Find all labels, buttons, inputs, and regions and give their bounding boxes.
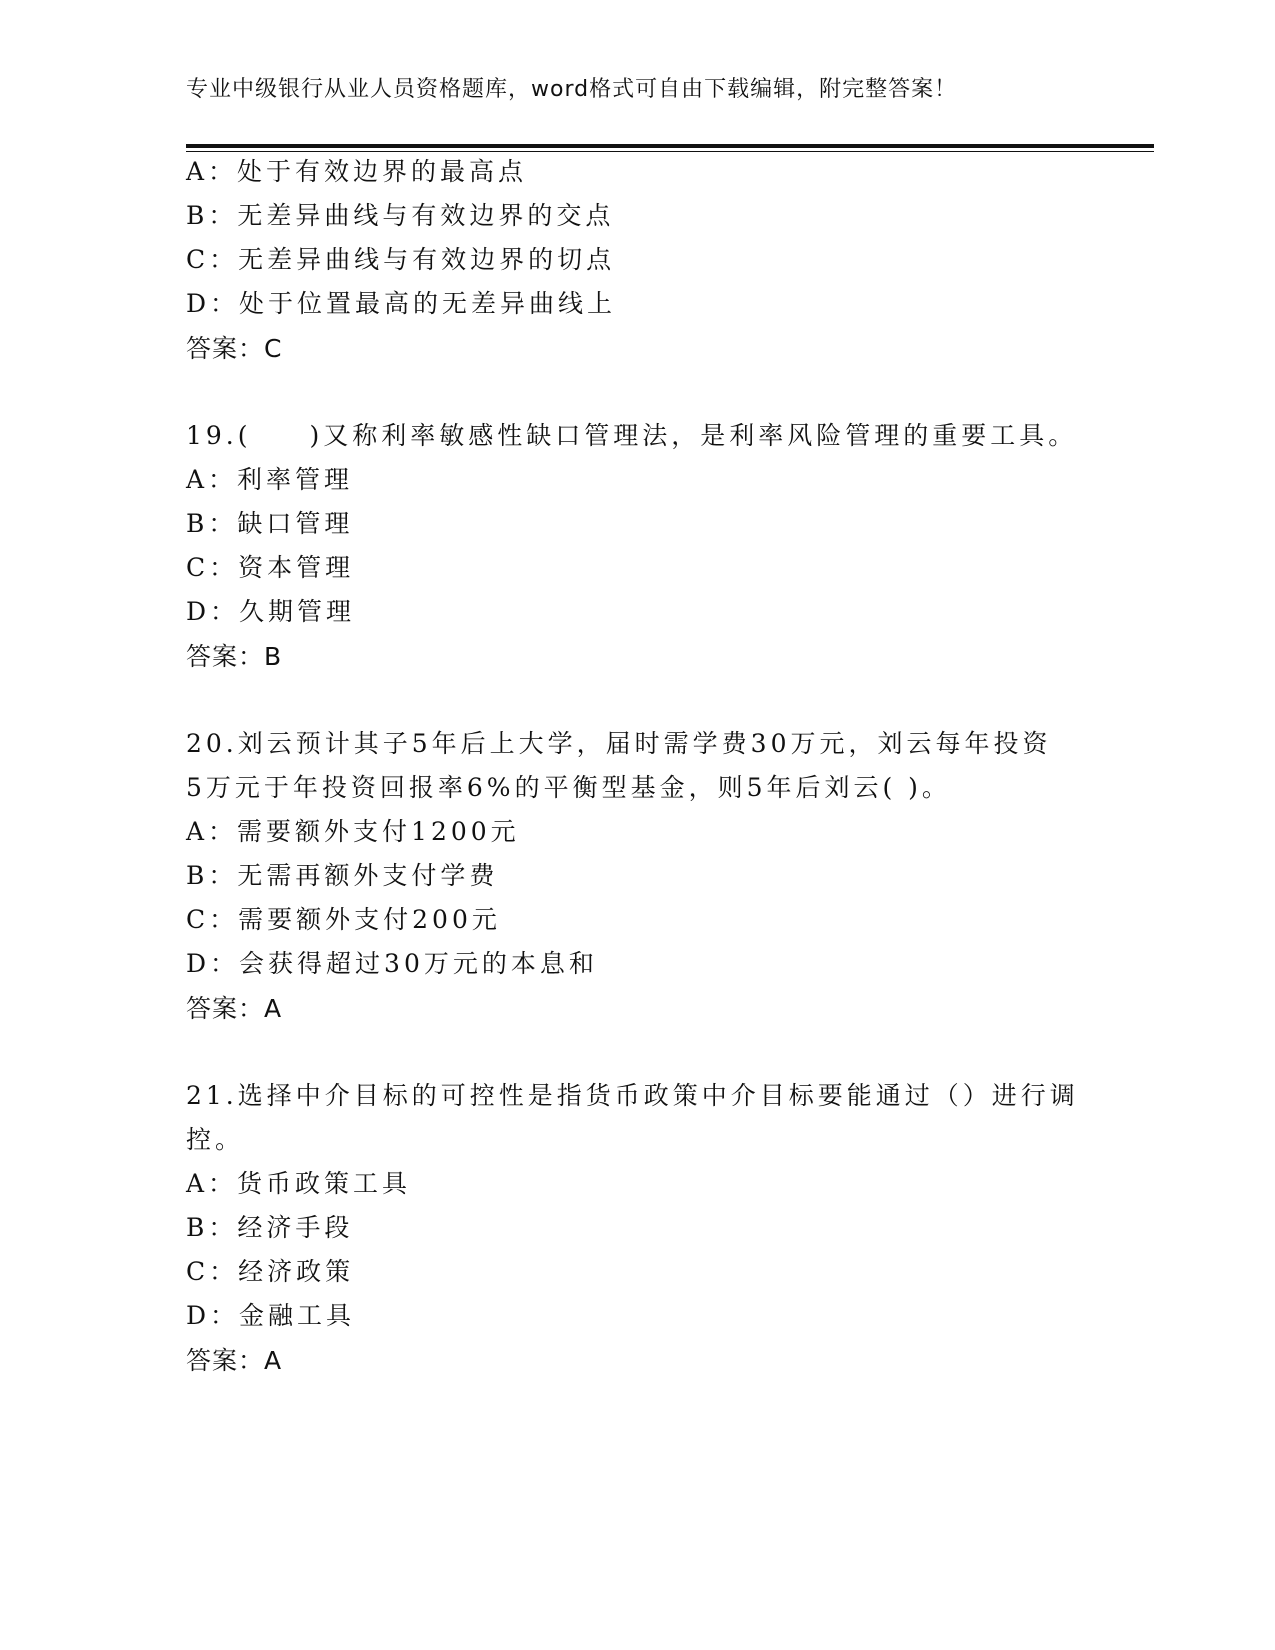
q21-stem-line2: 控。 (186, 1125, 245, 1154)
q19-answer: 答案：B (186, 642, 283, 671)
q21-answer: 答案：A (186, 1346, 283, 1375)
q18-option-d: D：处于位置最高的无差异曲线上 (186, 289, 617, 318)
page-header: 专业中级银行从业人员资格题库，word格式可自由下载编辑，附完整答案！ (186, 77, 958, 102)
q20-option-c: C：需要额外支付200元 (186, 905, 501, 934)
q20-option-b: B：无需再额外支付学费 (186, 861, 499, 890)
q19-option-d: D：久期管理 (186, 597, 356, 626)
q20-option-a: A：需要额外支付1200元 (186, 817, 520, 846)
q21-option-d: D：金融工具 (186, 1301, 356, 1330)
q19-stem: 19.( )又称利率敏感性缺口管理法，是利率风险管理的重要工具。 (186, 421, 1078, 450)
q20-stem-line1: 20.刘云预计其子5年后上大学，届时需学费30万元，刘云每年投资 (186, 729, 1052, 758)
header-rule-thick (186, 144, 1154, 148)
q18-option-a: A：处于有效边界的最高点 (186, 157, 528, 186)
q19-option-b: B：缺口管理 (186, 509, 354, 538)
q18-option-c: C：无差异曲线与有效边界的切点 (186, 245, 616, 274)
q20-stem-line2: 5万元于年投资回报率6%的平衡型基金，则5年后刘云( )。 (186, 773, 951, 802)
q19-option-a: A：利率管理 (186, 465, 354, 494)
header-rule-thin (186, 151, 1154, 152)
q18-option-b: B：无差异曲线与有效边界的交点 (186, 201, 615, 230)
q21-option-a: A：货币政策工具 (186, 1169, 412, 1198)
q21-option-c: C：经济政策 (186, 1257, 355, 1286)
q18-answer: 答案：C (186, 334, 283, 363)
q21-stem-line1: 21.选择中介目标的可控性是指货币政策中介目标要能通过（）进行调 (186, 1081, 1079, 1110)
q20-option-d: D：会获得超过30万元的本息和 (186, 949, 598, 978)
q21-option-b: B：经济手段 (186, 1213, 354, 1242)
q19-option-c: C：资本管理 (186, 553, 355, 582)
q20-answer: 答案：A (186, 994, 283, 1023)
